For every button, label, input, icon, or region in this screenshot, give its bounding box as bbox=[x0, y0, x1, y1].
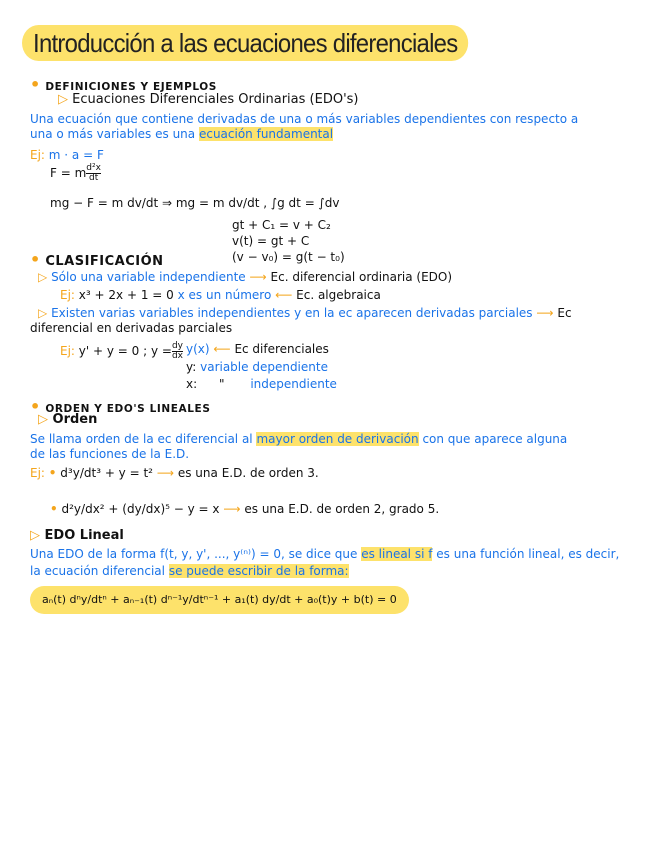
definition-line-2: una o más variables es una ecuación fundamental bbox=[30, 127, 334, 141]
classification-item-1: ▷ Sólo una variable independiente ⟶ Ec. diferencial ordinaria (EDO) bbox=[38, 270, 453, 284]
y-dependent-line: y: variable dependiente bbox=[186, 360, 328, 374]
bullet-icon: • bbox=[30, 75, 41, 94]
orden-example-2: • d²y/dx² + (dy/dx)⁵ − y = x ⟶ es una E.D. de orden 2, grado 5. bbox=[50, 502, 440, 516]
classification-item-2: ▷ Existen varias variables independientes y en la ec aparecen derivadas parciales ⟶ Ec bbox=[38, 306, 572, 320]
triangle-bullet-icon: ▷ bbox=[30, 528, 40, 543]
triangle-bullet-icon: ▷ bbox=[58, 92, 68, 107]
yx-line: y(x) ⟵ Ec diferenciales bbox=[186, 342, 329, 356]
arrow-left-icon: ⟵ bbox=[213, 342, 231, 356]
triangle-bullet-icon: ▷ bbox=[38, 270, 48, 284]
edo-lineal-subheading: ▷ EDO Lineal bbox=[30, 528, 124, 543]
classification-item-2-example: Ej: y' + y = 0 ; y = $\frac{dy}{dx}$ bbox=[60, 341, 183, 361]
fraction: $\frac{dy}{dx}$ bbox=[171, 341, 183, 361]
linear-edo-formula: aₙ(t) dⁿy/dtⁿ + aₙ₋₁(t) dⁿ⁻¹y/dtⁿ⁻¹ + a₁(t) dy/dt + a₀(t)y + b(t) = 0 bbox=[30, 586, 409, 614]
bullet-icon: • bbox=[48, 466, 57, 480]
example-4: gt + C₁ = v + C₂ bbox=[232, 218, 331, 232]
section-definitions-heading: • DEFINICIONES Y EJEMPLOS bbox=[30, 75, 217, 94]
orden-subheading: ▷ Orden bbox=[38, 412, 98, 427]
example-3: mg − F = m dv/dt ⇒ mg = m dv/dt , ∫g dt = ∫dv bbox=[50, 196, 340, 210]
bullet-icon: • bbox=[30, 397, 41, 416]
lineal-def-line-1: Una EDO de la forma f(t, y, y', ..., y⁽ⁿ⁾) = 0, se dice que es lineal si f es una función lineal, es decir, bbox=[30, 547, 620, 561]
orden-example-1: Ej: • d³y/dt³ + y = t² ⟶ es una E.D. de orden 3. bbox=[30, 466, 319, 480]
arrow-right-icon: ⟶ bbox=[536, 306, 554, 320]
arrow-right-icon: ⟶ bbox=[223, 502, 241, 516]
classification-item-2-cont: diferencial en derivadas parciales bbox=[30, 321, 233, 335]
bullet-icon: • bbox=[50, 502, 58, 516]
highlighted-term: se puede escribir de la forma: bbox=[168, 564, 349, 578]
arrow-right-icon: ⟶ bbox=[249, 270, 267, 284]
section-order-heading: • ORDEN Y EDO'S LINEALES bbox=[30, 397, 211, 416]
edo-subheading: ▷ Ecuaciones Diferenciales Ordinarias (EDO's) bbox=[58, 92, 359, 107]
example-2: F = m $\frac{\text{d²x}}{dt}$ bbox=[50, 163, 101, 183]
arrow-left-icon: ⟵ bbox=[275, 288, 293, 302]
orden-def-line-2: de las funciones de la E.D. bbox=[30, 447, 190, 461]
section-classification-heading: • CLASIFICACIÓN bbox=[30, 250, 164, 269]
arrow-right-icon: ⟶ bbox=[156, 466, 175, 480]
example-6: (v − v₀) = g(t − t₀) bbox=[232, 250, 345, 264]
x-independent-line: x: " independiente bbox=[186, 377, 337, 391]
highlighted-term: es lineal si f bbox=[361, 547, 433, 561]
definition-line-1: Una ecuación que contiene derivadas de una o más variables dependientes con respecto a bbox=[30, 112, 579, 126]
classification-item-1-example: Ej: x³ + 2x + 1 = 0 x es un número ⟵ Ec. algebraica bbox=[60, 288, 381, 302]
triangle-bullet-icon: ▷ bbox=[38, 412, 48, 427]
example-1: Ej: m · a = F bbox=[30, 148, 104, 162]
highlighted-term: ecuación fundamental bbox=[198, 127, 334, 141]
highlighted-term: mayor orden de derivación bbox=[256, 432, 419, 446]
page-title: Introducción a las ecuaciones diferenciales bbox=[22, 25, 469, 61]
bullet-icon: • bbox=[30, 250, 41, 269]
example-5: v(t) = gt + C bbox=[232, 234, 310, 248]
lineal-def-line-2: la ecuación diferencial se puede escribir de la forma: bbox=[30, 564, 349, 578]
fraction: $\frac{\text{d²x}}{dt}$ bbox=[86, 163, 101, 183]
triangle-bullet-icon: ▷ bbox=[38, 306, 48, 320]
orden-def-line-1: Se llama orden de la ec diferencial al mayor orden de derivación con que aparece alguna bbox=[30, 432, 568, 446]
